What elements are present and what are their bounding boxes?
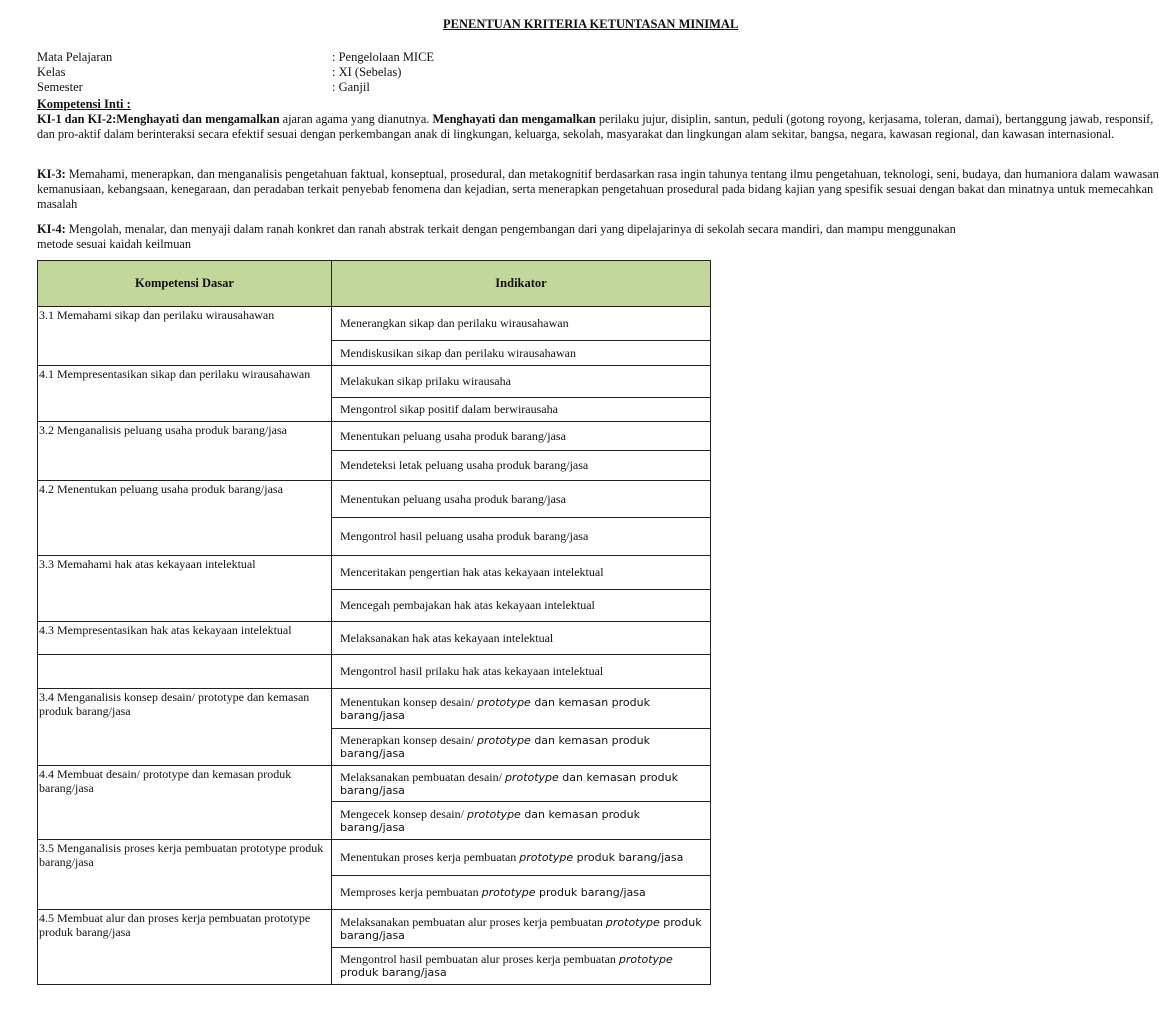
indicator-text: Menerapkan konsep desain/ <box>340 733 477 747</box>
indicator-cell <box>332 590 711 622</box>
indicator-text: Menceritakan pengertian hak atas kekayaan intelektual <box>340 565 604 579</box>
meta-label: Kelas <box>37 65 66 79</box>
ki-4-paragraph <box>37 222 956 252</box>
indicator-cell <box>332 840 711 876</box>
table-row <box>38 840 711 876</box>
indicator-cell <box>332 398 711 422</box>
indicator-text: Melakukan sikap prilaku wirausaha <box>340 374 511 388</box>
document-page <box>37 0 1159 1024</box>
kd-cell: 4.3 Mempresentasikan hak atas kekayaan intelektual <box>38 622 332 655</box>
table-row <box>38 655 711 689</box>
ki-text: Memahami, menerapkan, dan menganalisis pengetahuan faktual, konseptual, prosedural, dan metakognitif berdasarkan rasa ingin tahunya tentang ilmu pengetahuan, teknologi, seni, budaya, dan humaniora dalam wawasan <box>65 167 1159 181</box>
indicator-text: Mendeteksi letak peluang usaha produk barang/jasa <box>340 458 589 472</box>
ki-text: metode sesuai kaidah keilmuan <box>37 237 192 251</box>
indicator-text: dan kemasan produk barang/jasa <box>340 770 678 797</box>
indicator-text: dan kemasan produk barang/jasa <box>340 734 650 760</box>
indicator-text: dan kemasan produk barang/jasa <box>340 807 640 834</box>
page-title: PENENTUAN KRITERIA KETUNTASAN MINIMAL <box>443 17 739 31</box>
indicator-cell <box>332 451 711 481</box>
indicator-text: Melaksanakan hak atas kekayaan intelektual <box>340 630 554 645</box>
indicator-cell <box>332 729 711 766</box>
kd-cell-empty <box>38 655 332 689</box>
kd-cell: 4.1 Mempresentasikan sikap dan perilaku wirausahawan <box>38 366 332 422</box>
indicator-text: produk barang/jasa <box>340 915 702 942</box>
indicator-italic-term: prototype <box>476 734 531 747</box>
table-row <box>38 366 711 398</box>
ki-text: ajaran agama yang dianutnya. <box>279 112 433 126</box>
indicator-text: Mengontrol hasil pembuatan alur proses kerja pembuatan <box>340 952 619 966</box>
ki-label: KI-3: <box>37 167 66 181</box>
indicator-italic-term: prototype <box>504 770 559 784</box>
indicator-text: Memproses kerja pembuatan <box>340 885 482 899</box>
indicator-text: Mengontrol hasil peluang usaha produk barang/jasa <box>340 529 589 543</box>
indicator-cell <box>332 366 711 398</box>
indicator-text: Menentukan peluang usaha produk barang/jasa <box>340 491 566 506</box>
indicator-text: Mendiskusikan sikap dan perilaku wirausahawan <box>340 345 576 360</box>
indicator-italic-term: prototype <box>481 886 536 899</box>
table-row <box>38 910 711 948</box>
indicator-cell <box>332 766 711 802</box>
indicator-text: Melaksanakan pembuatan desain/ <box>340 769 505 784</box>
indicator-text: produk barang/jasa <box>573 851 684 864</box>
kd-cell: 3.3 Memahami hak atas kekayaan intelektual <box>38 556 332 622</box>
meta-value: : Pengelolaan MICE <box>332 50 435 64</box>
kd-cell: 3.5 Menganalisis proses kerja pembuatan prototype produk barang/jasa <box>38 840 332 910</box>
indicator-italic-term: prototype <box>618 953 673 966</box>
indicator-cell <box>332 341 711 366</box>
kd-cell: 4.2 Menentukan peluang usaha produk barang/jasa <box>38 481 332 556</box>
indicator-cell <box>332 655 711 689</box>
ki-text: masalah <box>37 197 78 211</box>
indicator-cell <box>332 481 711 518</box>
kd-cell: 3.4 Menganalisis konsep desain/ prototype dan kemasan produk barang/jasa <box>38 689 332 766</box>
ki-text: Mengolah, menalar, dan menyaji dalam ranah konkret dan ranah abstrak terkait dengan pengembangan dari yang dipelajarinya di sekolah secara mandiri, dan mampu menggunakan <box>65 222 956 236</box>
indicator-cell <box>332 422 711 451</box>
indicator-cell <box>332 689 711 729</box>
ki-bold-text: Menghayati dan mengamalkan <box>432 112 596 126</box>
indicator-text: Mengontrol hasil prilaku hak atas kekayaan intelektual <box>340 664 604 678</box>
indicator-text: Menerangkan sikap dan perilaku wirausahawan <box>340 316 569 330</box>
column-header-kd: Kompetensi Dasar <box>38 261 332 307</box>
kd-cell: 3.2 Menganalisis peluang usaha produk barang/jasa <box>38 422 332 481</box>
ki-bold-text: Menghayati dan mengamalkan <box>116 112 280 126</box>
ki-text: dan pro-aktif dalam berinteraksi secara efektif sesuai dengan perkembangan anak di lingkungan, keluarga, sekolah, masyarakat dan lingkungan alam sekitar, bangsa, negara, kawasan regional, dan kawasan internasional. <box>37 127 1115 141</box>
indicator-italic-term: prototype <box>605 915 660 929</box>
competency-table <box>37 260 711 985</box>
table-row <box>38 766 711 802</box>
ki-label: KI-4: <box>37 222 66 236</box>
core-competency-heading: Kompetensi Inti : <box>37 97 131 111</box>
meta-label: Mata Pelajaran <box>37 50 113 64</box>
indicator-cell <box>332 910 711 948</box>
indicator-text: Menentukan peluang usaha produk barang/jasa <box>340 428 566 443</box>
table-row <box>38 689 711 729</box>
indicator-italic-term: prototype <box>519 851 574 864</box>
table-row <box>38 622 711 655</box>
kd-cell: 3.1 Memahami sikap dan perilaku wirausahawan <box>38 307 332 366</box>
ki-1-2-paragraph <box>37 112 1154 142</box>
indicator-italic-term: prototype <box>466 807 521 821</box>
indicator-text: Mengontrol sikap positif dalam berwirausaha <box>340 402 558 416</box>
indicator-cell <box>332 876 711 910</box>
indicator-text: Melaksanakan pembuatan alur proses kerja pembuatan <box>340 914 606 929</box>
ki-label: KI-1 dan KI-2: <box>37 112 117 126</box>
table-row <box>38 422 711 451</box>
kd-cell: 4.5 Membuat alur dan proses kerja pembuatan prototype produk barang/jasa <box>38 910 332 985</box>
ki-text: perilaku jujur, disiplin, santun, peduli (gotong royong, kerjasama, toleran, damai), bertanggung jawab, responsif, <box>595 112 1154 126</box>
indicator-cell <box>332 622 711 655</box>
indicator-text: Mencegah pembajakan hak atas kekayaan intelektual <box>340 598 595 612</box>
indicator-text: Mengecek konsep desain/ <box>340 806 467 821</box>
table-header-row <box>38 261 711 307</box>
indicator-text: Menentukan konsep desain/ <box>340 694 477 709</box>
indicator-text: produk barang/jasa <box>340 966 447 979</box>
indicator-cell <box>332 948 711 985</box>
indicator-text: produk barang/jasa <box>535 886 646 899</box>
indicator-cell <box>332 802 711 840</box>
ki-text: kemanusiaan, kebangsaan, kenegaraan, dan peradaban terkait penyebab fenomena dan kejadian, serta menerapkan pengetahuan prosedural pada bidang kajian yang spesifik sesuai dengan bakat dan minatnya untuk memecahkan <box>37 182 1154 196</box>
table-row <box>38 481 711 518</box>
meta-label: Semester <box>37 80 83 94</box>
indicator-cell <box>332 307 711 341</box>
meta-value: : Ganjil <box>332 80 370 94</box>
table-row <box>38 556 711 590</box>
kd-cell: 4.4 Membuat desain/ prototype dan kemasan produk barang/jasa <box>38 766 332 840</box>
ki-3-paragraph <box>37 167 1159 212</box>
table-row <box>38 307 711 341</box>
indicator-text: Menentukan proses kerja pembuatan <box>340 850 520 864</box>
meta-value: : XI (Sebelas) <box>332 65 402 79</box>
indicator-cell <box>332 518 711 556</box>
indicator-text: dan kemasan produk barang/jasa <box>340 695 650 722</box>
indicator-cell <box>332 556 711 590</box>
column-header-indicator: Indikator <box>332 261 711 307</box>
indicator-italic-term: prototype <box>476 695 531 709</box>
